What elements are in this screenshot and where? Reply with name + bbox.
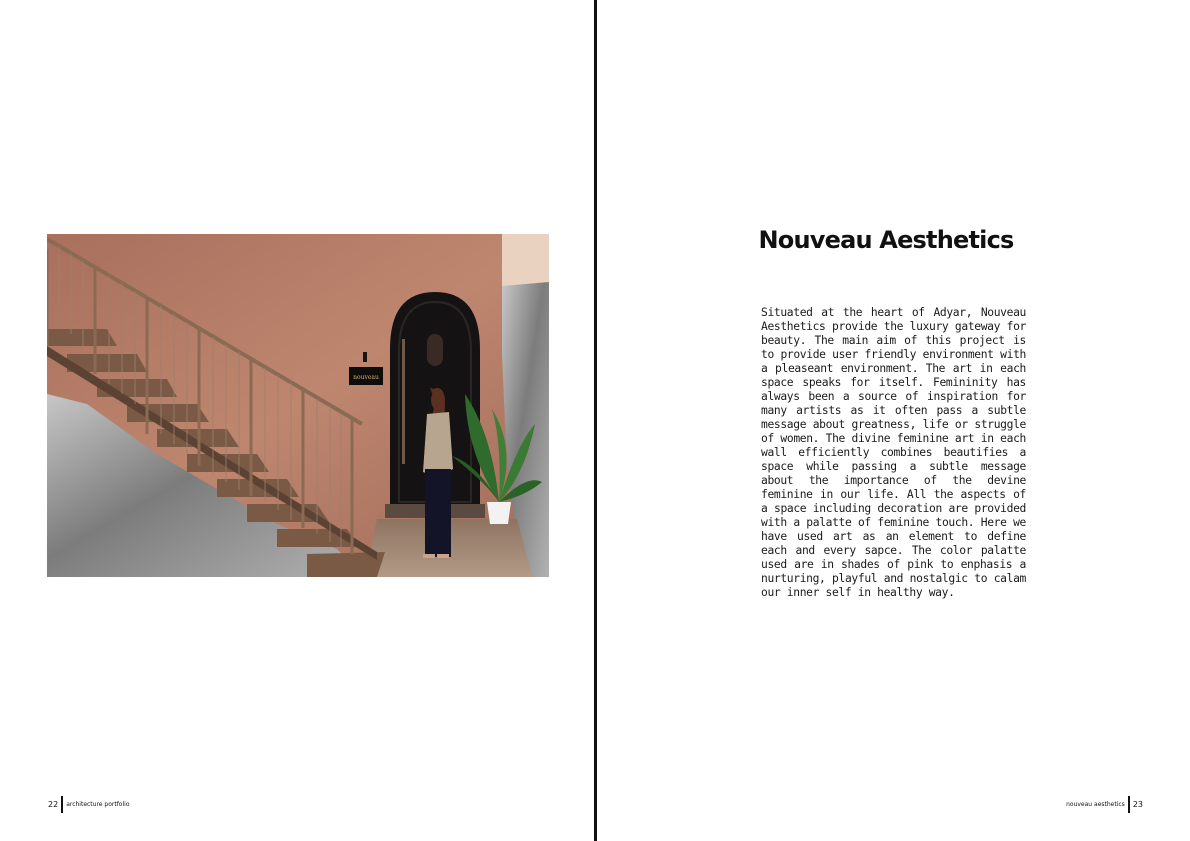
entrance-render-image (47, 234, 549, 577)
left-page (0, 0, 594, 841)
footer-divider-left (61, 796, 63, 813)
entrance-render-illustration (47, 234, 549, 577)
footer-left (48, 796, 130, 813)
project-description: Situated at the heart of Adyar, Nouveau Aesthetics provide the luxury gateway for beauty. The main aim of this project is to provide user friendly environment with a pleaseant environment. The art in each space speaks for itself. Femininity has always been a source of inspiration for many artists as it often pass a subtle message about greatness, life or struggle of women. The divine feminine art in each wall efficiently combines beautifies a space while passing a subtle message about the importance of the devine feminine in our life. All the aspects of a space including decoration are provided with a palatte of feminine touch. Here we have used art as an element to define each and every sapce. The color palatte used are in shades of pink to enphasis a nurturing, playful and nostalgic to calam our inner self in healthy way. (761, 306, 1026, 599)
page-number-left: 22 (48, 800, 59, 809)
footer-label-left: architecture portfolio (66, 801, 130, 808)
footer-right (1066, 796, 1143, 813)
footer-divider-right (1128, 796, 1130, 813)
ceiling-light (502, 234, 549, 286)
page-number-right: 23 (1132, 800, 1143, 809)
wall-sign-text: nouveau (353, 374, 379, 381)
footer-label-right: nouveau aesthetics (1066, 801, 1125, 808)
plant-pot (487, 502, 511, 524)
page-title: Nouveau Aesthetics (758, 226, 1014, 254)
right-page (597, 0, 1190, 841)
door-handle (402, 339, 405, 464)
